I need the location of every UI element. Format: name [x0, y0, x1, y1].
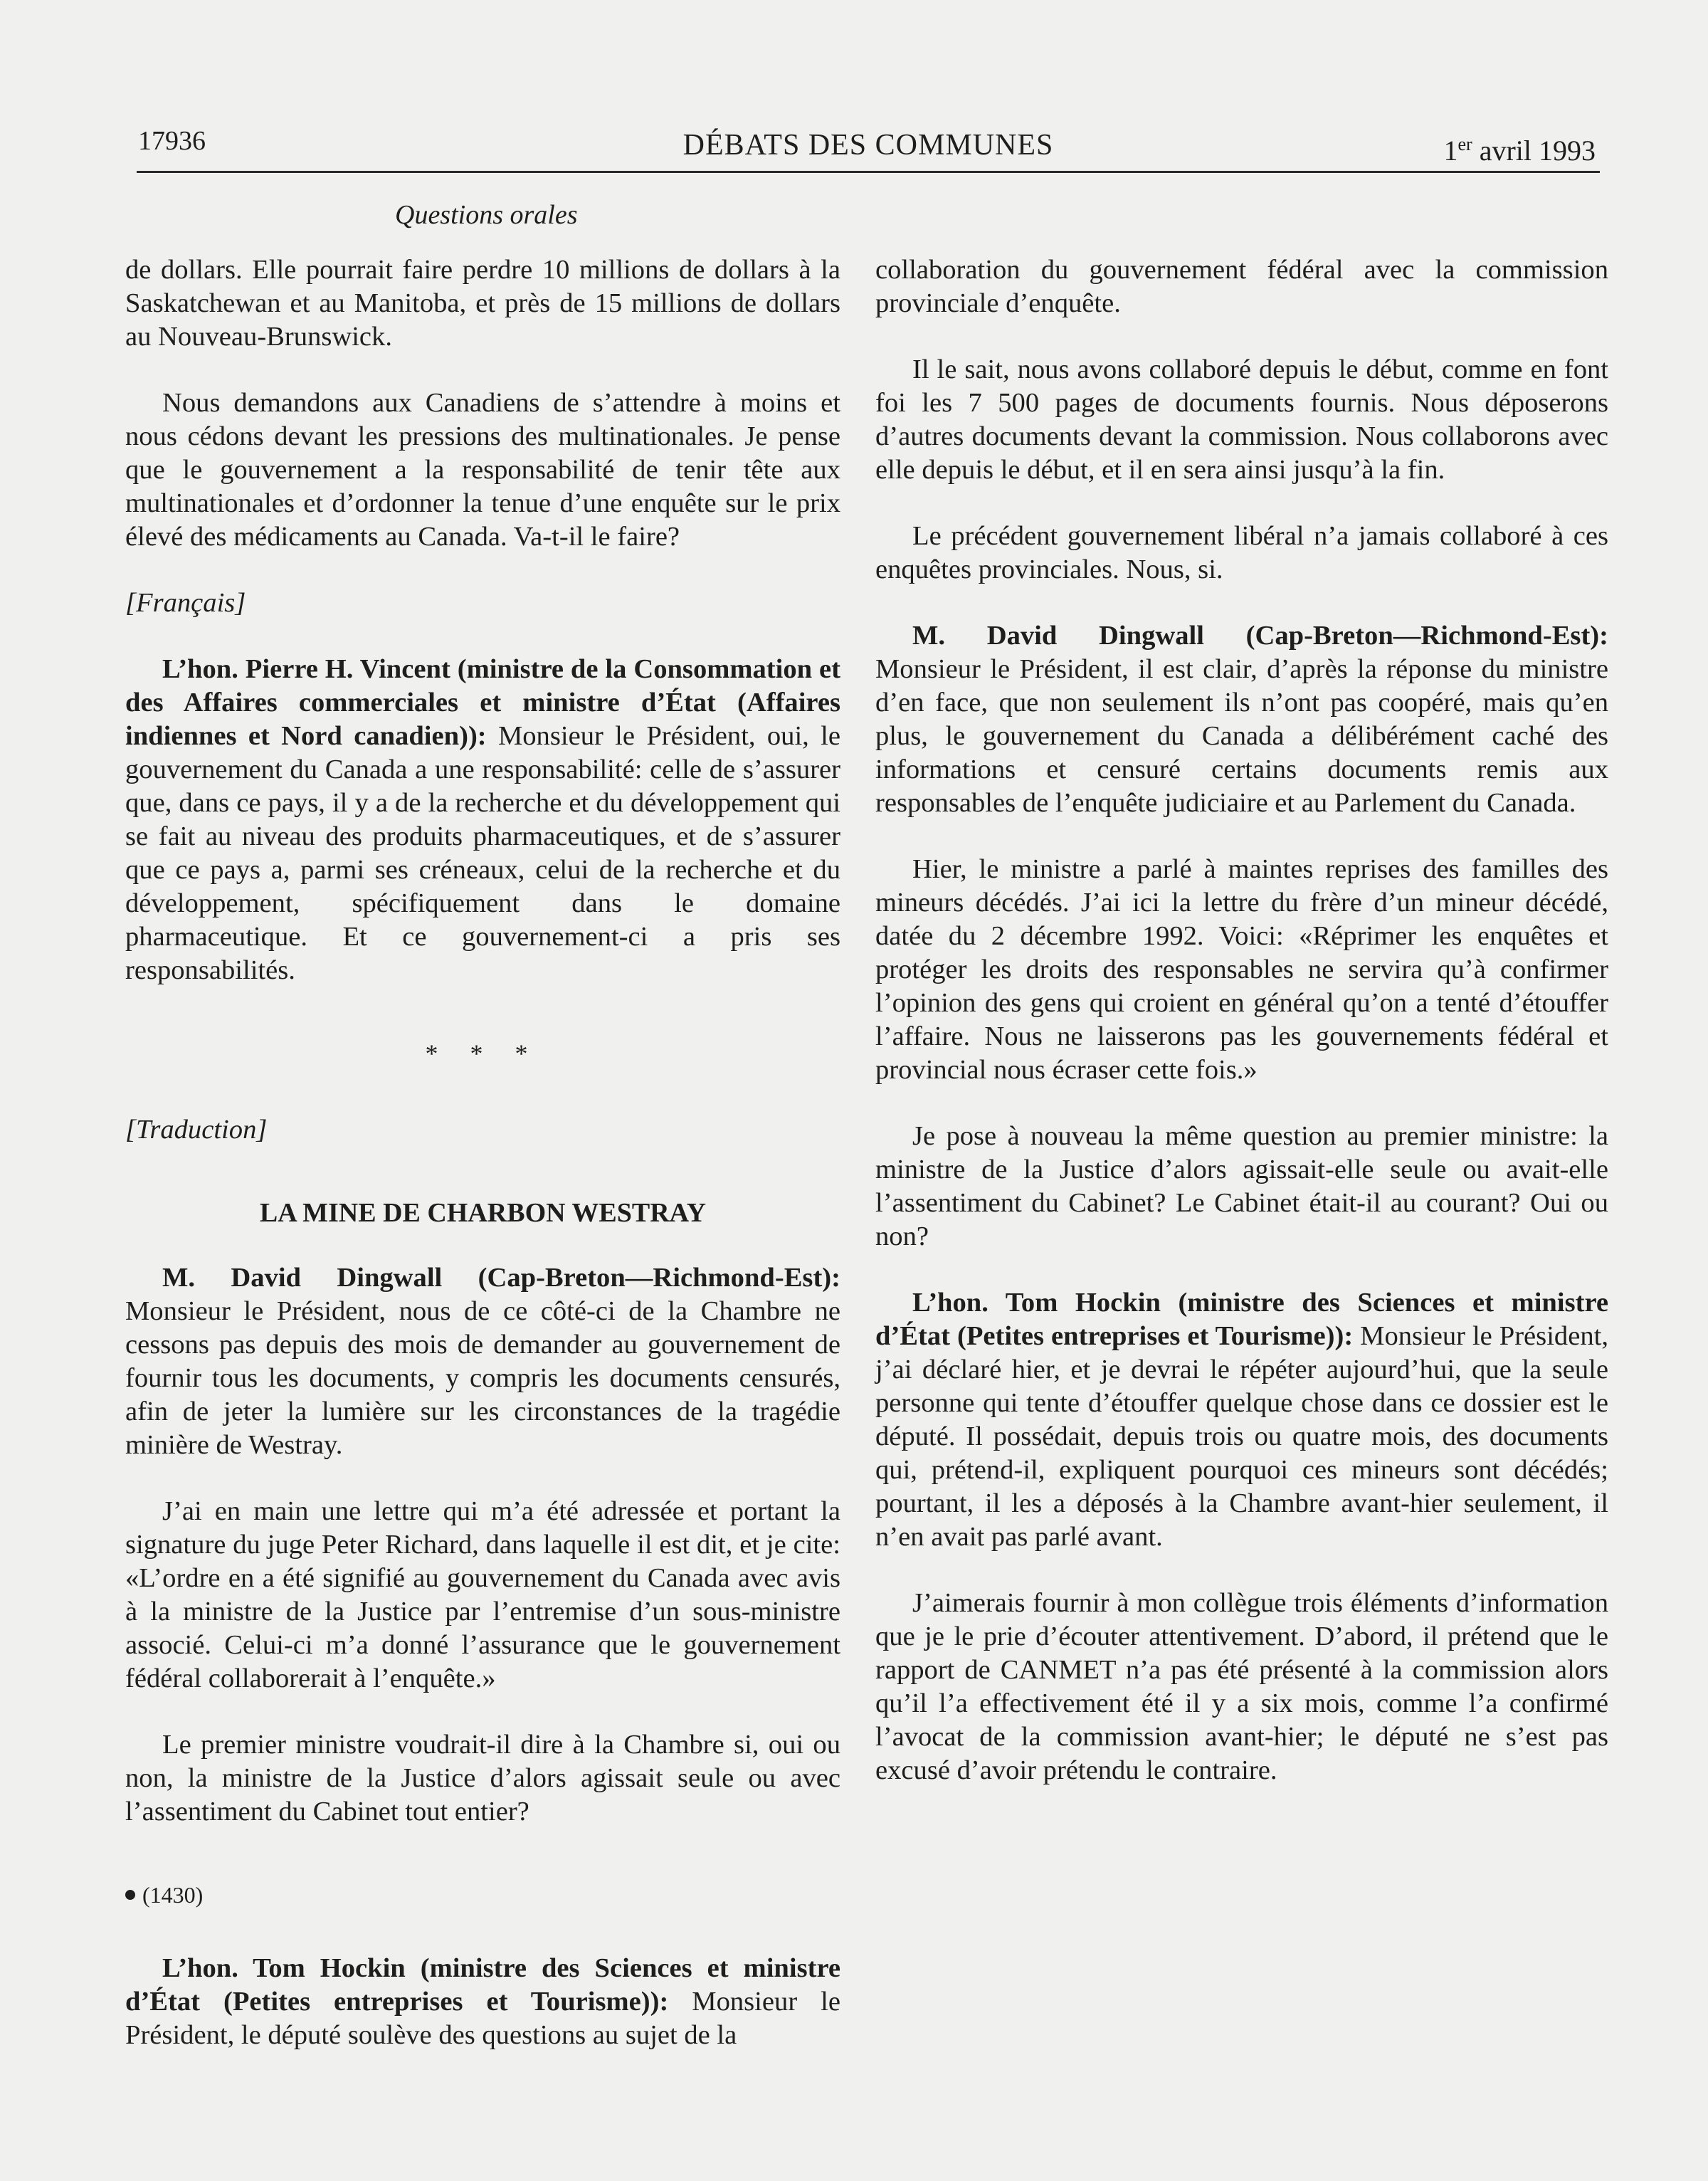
paragraph: collaboration du gouvernement fédéral avec la commission provinciale d’enquête. [875, 255, 1608, 318]
header-date: 1er avril 1993 [1443, 134, 1596, 167]
paragraph: Hier, le ministre a parlé à maintes reprises des familles des mineurs décédés. J’ai ici la lettre du frère d’un mineur décédé, datée du 2 décembre 1992. Voici: «Réprimer les enquêtes et protéger les droits des responsables ne servira qu’à confirmer l’opinion des gens qui croient en général qu’on a tenté d’étouffer l’affaire. Nous ne laisserons pas les gouvernements fédéral et provincial nous écraser cette fois.» [875, 854, 1608, 1085]
speech-paragraph: M. David Dingwall (Cap-Breton—Richmond-Est): Monsieur le Président, il est clair, d’après la réponse du ministre d’en face, que non seulement ils n’ont pas coopéré, mais qu’en plus, le gouvernement du Canada a délibérément caché des informations et censuré certains documents remis aux responsables de l’enquête judiciaire et au Parlement du Canada. [875, 621, 1608, 818]
speaker-name: L’hon. Tom Hockin (ministre des Sciences et ministre d’État (Petites entreprises et Tourisme)): [125, 1953, 840, 2017]
section-heading: LA MINE DE CHARBON WESTRAY [259, 1198, 707, 1228]
paragraph: de dollars. Elle pourrait faire perdre 10 millions de dollars à la Saskatchewan et au Manitoba, et près de 15 millions de dollars au Nouveau-Brunswick. [125, 255, 840, 352]
speaker-name: M. David Dingwall (Cap-Breton—Richmond-Est): [162, 1263, 840, 1293]
right-column [875, 253, 1608, 1820]
language-tag: [Français] [125, 588, 246, 618]
paragraph: Le précédent gouvernement libéral n’a jamais collaboré à ces enquêtes provinciales. Nous, si. [875, 521, 1608, 584]
paragraph: Nous demandons aux Canadiens de s’attendre à moins et nous cédons devant les pressions des multinationales. Je pense que le gouvernement a la responsabilité de tenir tête aux multinationales et d’ordonner la tenue d’une enquête sur le prix élevé des médicaments au Canada. Va-t-il le faire? [125, 388, 840, 552]
left-column [125, 253, 840, 2085]
speaker-name: L’hon. Tom Hockin (ministre des Sciences et ministre d’État (Petites entreprises et Tourisme)): [875, 1288, 1608, 1351]
section-label: Questions orales [395, 200, 578, 230]
paragraph: J’aimerais fournir à mon collègue trois éléments d’information que je le prie d’écouter attentivement. D’abord, il prétend que le rapport de CANMET n’a pas été présenté à la commission alors qu’il l’a effectivement été il y a six mois, comme l’a confirmé l’avocat de la commission avant-hier; le député ne s’est pas excusé d’avoir prétendu le contraire. [875, 1588, 1608, 1785]
page-header [137, 121, 1600, 173]
publication-title: DÉBATS DES COMMUNES [682, 129, 1054, 162]
speech-paragraph: L’hon. Tom Hockin (ministre des Sciences et ministre d’État (Petites entreprises et Tourisme)): Monsieur le Président, le député soulève des questions au sujet de la [125, 1953, 840, 2050]
speech-paragraph: L’hon. Tom Hockin (ministre des Sciences et ministre d’État (Petites entreprises et Tourisme)): Monsieur le Président, j’ai déclaré hier, et je devrai le répéter aujourd’hui, que la seule personne qui tente d’étouffer quelque chose dans ce dossier est le député. Il possédait, depuis trois ou quatre mois, des documents qui, prétend-il, expliquent pourquoi ces mineurs sont décédés; pourtant, il les a déposés à la Chambre avant-hier seulement, il n’en avait pas parlé avant. [875, 1288, 1608, 1552]
language-tag: [Traduction] [125, 1115, 268, 1145]
page-number: 17936 [138, 126, 206, 156]
speech-paragraph: M. David Dingwall (Cap-Breton—Richmond-Est): Monsieur le Président, nous de ce côté-ci de la Chambre ne cessons pas depuis des mois de demander au gouvernement de fournir tous les documents, y compris les documents censurés, afin de jeter la lumière sur les circonstances de la tragédie minière de Westray. [125, 1263, 840, 1460]
time-mark: (1430) [125, 1878, 840, 1912]
bullet-icon [125, 1890, 135, 1900]
speaker-name: L’hon. Pierre H. Vincent (ministre de la Consommation et des Affaires commerciales et ministre d’État (Affaires indiennes et Nord canadien)): [125, 654, 840, 751]
speaker-name: M. David Dingwall (Cap-Breton—Richmond-Est): [912, 621, 1608, 651]
paragraph: Il le sait, nous avons collaboré depuis le début, comme en font foi les 7 500 pages de documents fournis. Nous déposerons d’autres documents devant la commission. Nous collaborons avec elle depuis le début, et il en sera ainsi jusqu’à la fin. [875, 354, 1608, 485]
section-separator: * * * [425, 1039, 541, 1068]
paragraph: Le premier ministre voudrait-il dire à la Chambre si, oui ou non, la ministre de la Justice d’alors agissait seule ou avec l’assentiment du Cabinet tout entier? [125, 1730, 840, 1827]
speech-paragraph: L’hon. Pierre H. Vincent (ministre de la Consommation et des Affaires commerciales et ministre d’État (Affaires indiennes et Nord canadien)): Monsieur le Président, oui, le gouvernement du Canada a une responsabilité: celle de s’assurer que, dans ce pays, il y a de la recherche et du développement qui se fait au niveau des produits pharmaceutiques, et de s’assurer que ce pays a, parmi ses créneaux, celui de la recherche et du développement, spécifiquement dans le domaine pharmaceutique. Et ce gouvernement-ci a pris ses responsabilités. [125, 654, 840, 985]
paragraph: J’ai en main une lettre qui m’a été adressée et portant la signature du juge Peter Richard, dans laquelle il est dit, et je cite: «L’ordre en a été signifié au gouvernement du Canada avec avis à la ministre de la Justice par l’entremise d’un sous-ministre associé. Celui-ci m’a donné l’assurance que le gouvernement fédéral collaborerait à l’enquête.» [125, 1496, 840, 1693]
paragraph: Je pose à nouveau la même question au premier ministre: la ministre de la Justice d’alors agissait-elle seule ou avait-elle l’assentiment du Cabinet? Le Cabinet était-il au courant? Oui ou non? [875, 1121, 1608, 1251]
